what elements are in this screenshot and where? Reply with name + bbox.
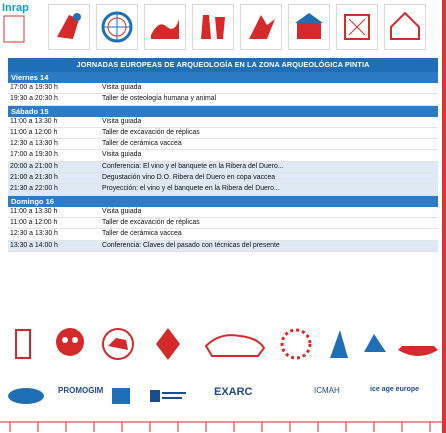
eagle-icon [360, 322, 390, 366]
activity-cell: Conferencia: Claves del pasado con técnicas del presente [102, 241, 280, 249]
day-header: Domingo 16 [8, 196, 438, 207]
table-row [8, 83, 438, 94]
table-row [8, 218, 438, 229]
figure-red-icon [240, 4, 282, 50]
inrap-logo-text: Inrap [2, 2, 29, 14]
table-row [8, 241, 438, 252]
house-figure-icon [288, 4, 330, 50]
exarc-logo: EXARC [214, 386, 253, 398]
inrap-small-logo [6, 386, 46, 406]
activity-cell: Taller de cerámica vaccea [102, 230, 182, 238]
figures-icon [144, 4, 186, 50]
activity-cell: Visita guiada [102, 207, 142, 215]
red-ruler [0, 418, 446, 433]
time-cell: 21:00 a 21:30 h [10, 174, 58, 182]
promogim-logo: PROMOGIM [58, 386, 104, 395]
gov-logo [148, 386, 188, 406]
house-red-icon [384, 4, 426, 50]
ice-age-europe-logo: ice age europe [370, 386, 420, 393]
partner-logos [0, 380, 446, 416]
time-cell: 12:30 a 13:30 h [10, 140, 58, 148]
bottom-icon-band [0, 320, 446, 370]
bull-icon [200, 322, 270, 366]
table-row [8, 229, 438, 240]
activity-cell: Taller de osteología humana y animal [102, 95, 217, 103]
activity-cell: Visita guiada [102, 84, 142, 91]
table-row [8, 128, 438, 139]
pattern-icon [336, 4, 378, 50]
leaf-icon [148, 322, 188, 366]
table-row [8, 117, 438, 128]
time-cell: 11:00 a 13:30 h [10, 117, 58, 125]
page-title: JORNADAS EUROPEAS DE ARQUEOLOGÍA EN LA ZONA ARQUEOLÓGICA PINTIA [8, 58, 438, 72]
time-cell: 12:30 a 13:30 h [10, 230, 58, 238]
table-row [8, 207, 438, 218]
time-cell: 13:30 a 14:00 h [10, 241, 58, 249]
torso-icon [6, 322, 42, 366]
activity-cell: Visita guiada [102, 151, 142, 159]
time-cell: 17:00 a 19:30 h [10, 84, 58, 91]
time-cell: 17:00 a 19:30 h [10, 151, 58, 159]
time-cell: 21:30 a 22:00 h [10, 185, 58, 193]
table-row [8, 94, 438, 105]
square-logo [110, 386, 132, 406]
right-border-strip [442, 0, 446, 433]
table-row [8, 173, 438, 184]
table-row [8, 184, 438, 195]
vessels-icon [192, 4, 234, 50]
top-icon-band [0, 0, 446, 58]
activity-cell: Taller de excavación de réplicas [102, 218, 200, 226]
necklace-icon [276, 322, 316, 366]
activity-cell: Conferencia: El vino y el banquete en la Ribera del Duero... [102, 162, 284, 170]
day-header: Sábado 15 [8, 106, 438, 117]
bird-icon [324, 322, 354, 366]
inrap-logo [2, 2, 46, 54]
table-row [8, 139, 438, 150]
schedule-table [8, 72, 438, 252]
activity-cell: Visita guiada [102, 117, 142, 125]
table-row [8, 162, 438, 173]
activity-cell: Proyección: el vino y el banquete en la Ribera del Duero... [102, 185, 280, 193]
time-cell: 11:00 a 12:00 h [10, 128, 58, 136]
boat-icon [394, 322, 442, 366]
time-cell: 11:00 a 13:30 h [10, 207, 58, 215]
globe-grid-icon [96, 4, 138, 50]
day-header: Viernes 14 [8, 72, 438, 83]
activity-cell: Degustación vino D.O. Ribera del Duero en copa vaccea [102, 174, 276, 182]
activity-cell: Taller de cerámica vaccea [102, 140, 182, 148]
time-cell: 11:00 a 12:00 h [10, 218, 58, 226]
icmah-logo: ICMAH [314, 386, 340, 395]
time-cell: 20:00 a 21:00 h [10, 162, 58, 170]
table-row [8, 150, 438, 161]
activity-cell: Taller de excavación de réplicas [102, 128, 200, 136]
skull-icon [50, 322, 90, 366]
animal-icon [98, 322, 138, 366]
inrap-emblem-icon [2, 14, 44, 44]
hand-icon [48, 4, 90, 50]
time-cell: 19:30 a 20:30 h [10, 95, 58, 103]
